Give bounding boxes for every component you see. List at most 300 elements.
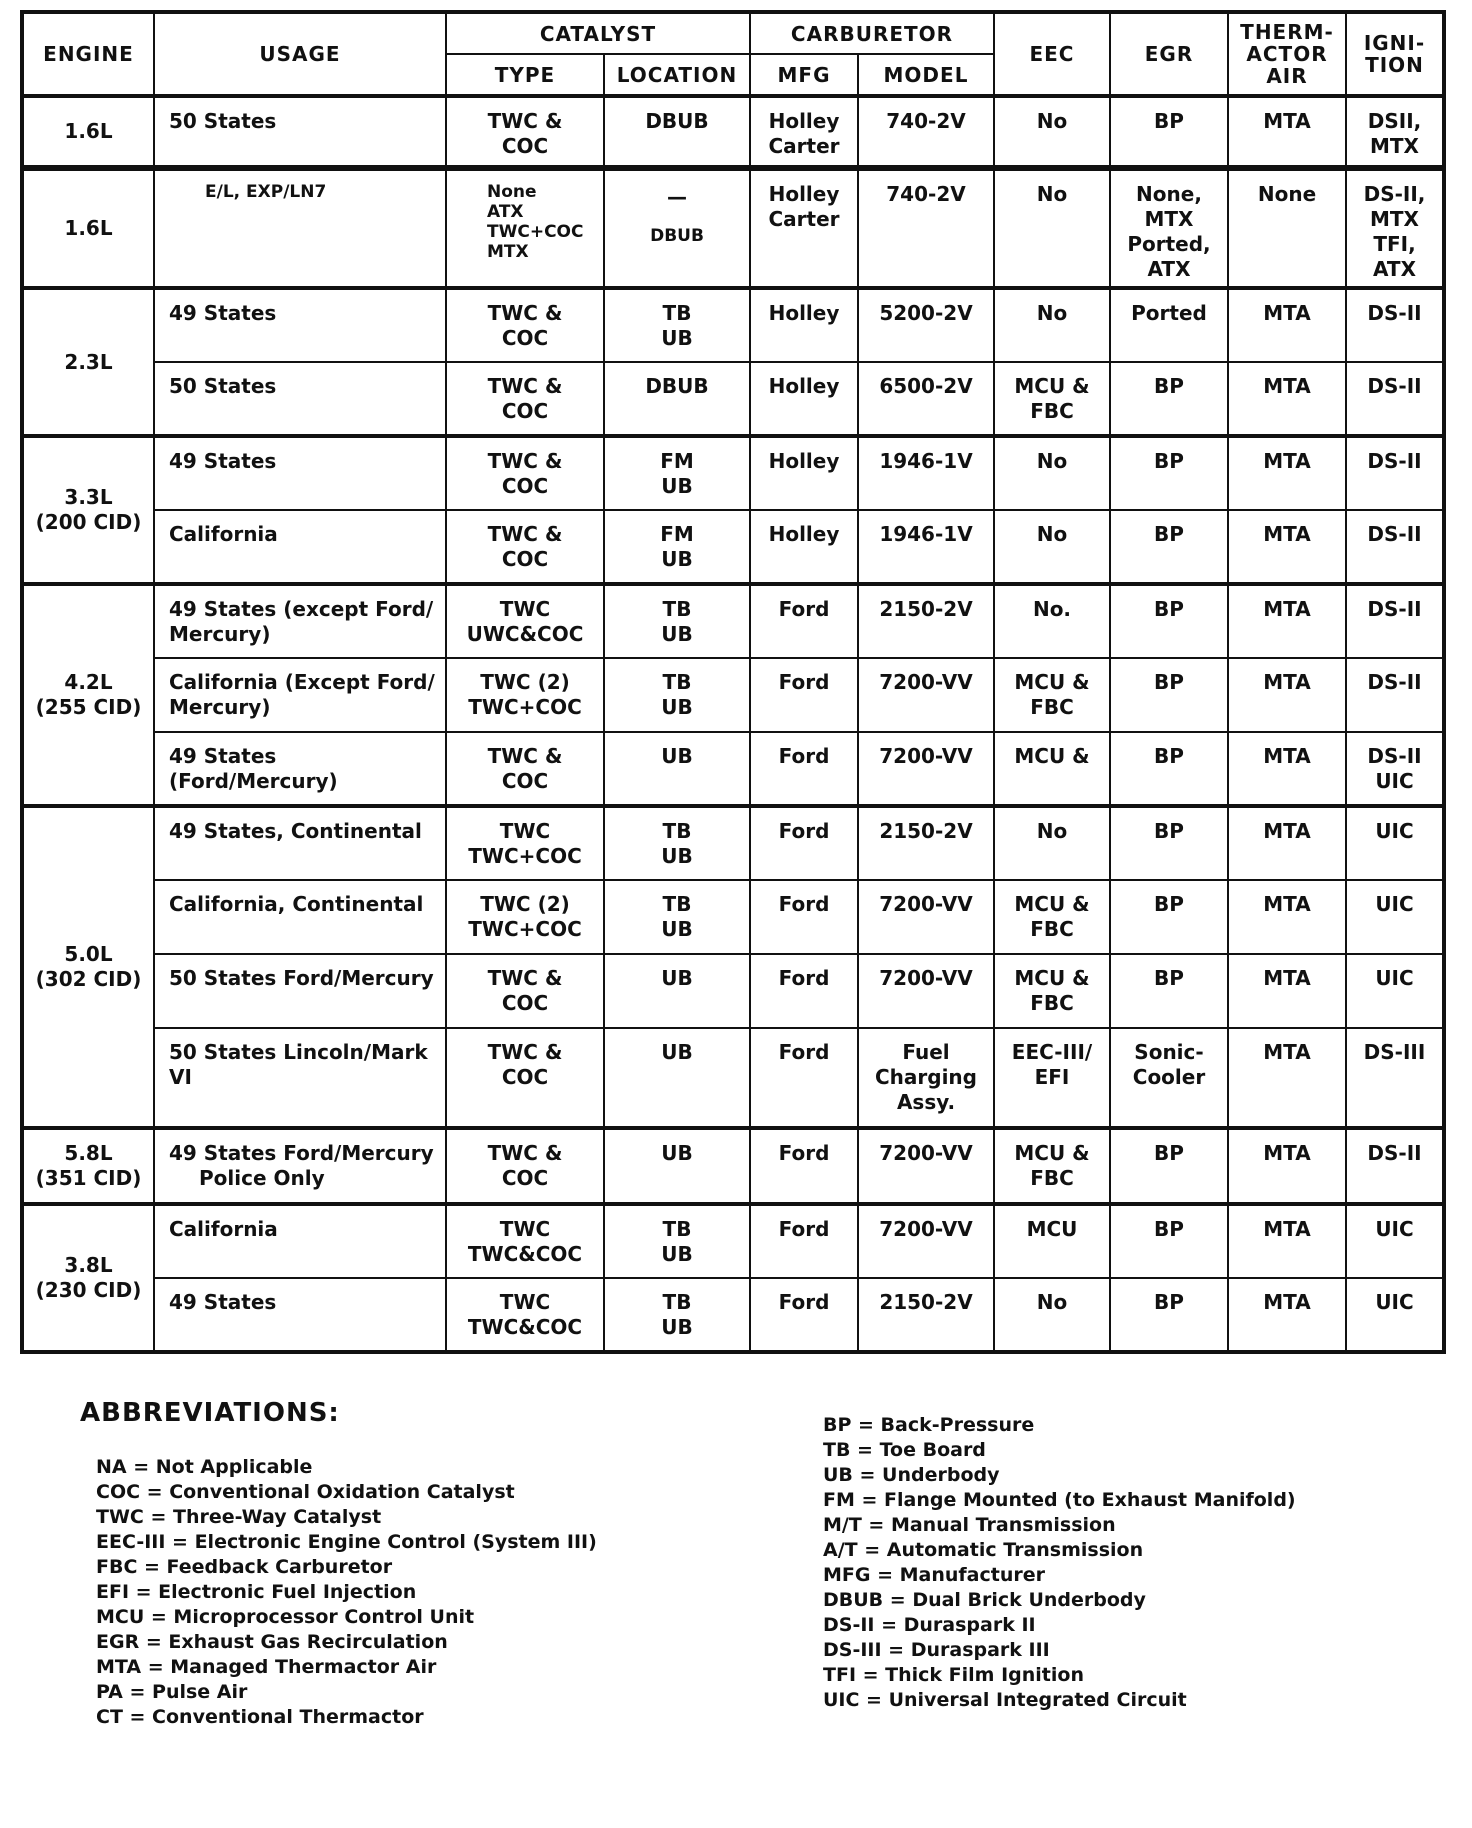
cell-line: California: [169, 522, 278, 546]
cell-carburetor-model: [858, 806, 994, 880]
cell-catalyst-type: [446, 584, 604, 658]
cell-line: No: [1036, 449, 1068, 473]
cell-ignition: [1346, 362, 1444, 436]
cell-carburetor-mfg: [750, 288, 858, 362]
table-row: [22, 1028, 1444, 1128]
cell-line: 5200-2V: [879, 301, 973, 325]
cell-line: TWC (2): [480, 892, 570, 916]
cell-ignition: [1346, 96, 1444, 168]
cell-catalyst-location: [604, 1278, 750, 1352]
spec-table: [20, 10, 1446, 1354]
cell-line: 49 States: [169, 301, 277, 325]
cell-line: (200 CID): [35, 510, 142, 534]
header-eec: EEC: [994, 12, 1110, 96]
abbreviation-item: M/T = Manual Transmission: [823, 1514, 1116, 1536]
cell-line: MCU &: [1014, 1141, 1090, 1165]
cell-line: TWC &: [487, 522, 563, 546]
cell-line: DBUB: [645, 109, 709, 133]
cell-carburetor-mfg: [750, 96, 858, 168]
cell-line: 7200-VV: [879, 670, 973, 694]
cell-line: FM: [660, 449, 694, 473]
cell-line: BP: [1154, 109, 1184, 133]
cell-line: COC: [501, 399, 549, 423]
cell-line: TB: [662, 1290, 692, 1314]
cell-thermactor-air: [1228, 168, 1346, 288]
cell-line: TB: [662, 301, 692, 325]
cell-line: (351 CID): [35, 1166, 142, 1190]
cell-catalyst-location: [604, 436, 750, 510]
table-row: [22, 1128, 1444, 1204]
cell-line: 1946-1V: [879, 449, 973, 473]
cell-line: UB: [661, 1315, 693, 1339]
cell-usage: [154, 880, 446, 954]
cell-usage: [154, 1204, 446, 1278]
cell-ignition: [1346, 954, 1444, 1028]
abbreviation-item: DBUB = Dual Brick Underbody: [823, 1589, 1146, 1611]
cell-line: MTX: [1370, 207, 1419, 231]
abbreviation-item: FBC = Feedback Carburetor: [96, 1556, 393, 1578]
cell-line: COC: [501, 547, 549, 571]
cell-eec: [994, 658, 1110, 732]
header-thermactor-line: AIR: [1266, 64, 1308, 88]
cell-line: FBC: [1030, 1166, 1074, 1190]
cell-egr: [1110, 1204, 1228, 1278]
cell-catalyst-type: [446, 1128, 604, 1204]
cell-catalyst-type: [446, 732, 604, 806]
cell-line: MTA: [1263, 819, 1311, 843]
cell-eec: [994, 1128, 1110, 1204]
abbreviation-item: EGR = Exhaust Gas Recirculation: [96, 1631, 448, 1653]
header-carburetor: CARBURETOR: [750, 12, 994, 54]
cell-line: UB: [661, 474, 693, 498]
cell-catalyst-location: [604, 806, 750, 880]
cell-egr: [1110, 1278, 1228, 1352]
cell-line: COC: [501, 134, 549, 158]
cell-line: TWC &: [487, 966, 563, 990]
cell-line: UIC: [1375, 1217, 1414, 1241]
cell-line: 2150-2V: [879, 819, 973, 843]
cell-line: 5.0L: [64, 942, 113, 966]
cell-line: (255 CID): [35, 695, 142, 719]
cell-line: (302 CID): [35, 967, 142, 991]
cell-line: BP: [1154, 597, 1184, 621]
cell-line: BP: [1154, 374, 1184, 398]
cell-eec: [994, 288, 1110, 362]
cell-ignition: [1346, 1028, 1444, 1128]
cell-line: UB: [661, 744, 693, 768]
cell-engine: [22, 1128, 154, 1204]
cell-line: 50 States Ford/Mercury: [169, 966, 434, 990]
cell-carburetor-mfg: [750, 806, 858, 880]
cell-egr: [1110, 954, 1228, 1028]
table-row: [22, 584, 1444, 658]
cell-line: 4.2L: [64, 670, 113, 694]
cell-line: No.: [1032, 597, 1072, 621]
cell-line: E/L, EXP/LN7: [205, 182, 327, 202]
cell-line: MTA: [1263, 449, 1311, 473]
cell-line: BP: [1154, 1217, 1184, 1241]
cell-eec: [994, 1028, 1110, 1128]
cell-ignition: [1346, 732, 1444, 806]
cell-line: TWC: [499, 819, 551, 843]
cell-carburetor-mfg: [750, 436, 858, 510]
cell-thermactor-air: [1228, 880, 1346, 954]
header-ignition-line: IGNI-: [1363, 31, 1426, 55]
cell-line: UIC: [1375, 769, 1414, 793]
cell-carburetor-model: [858, 1128, 994, 1204]
cell-carburetor-mfg: [750, 362, 858, 436]
cell-eec: [994, 806, 1110, 880]
cell-line: MCU: [1026, 1217, 1078, 1241]
cell-line: Assy.: [896, 1090, 956, 1114]
cell-thermactor-air: [1228, 658, 1346, 732]
cell-line: TWC &: [487, 301, 563, 325]
cell-line: 1.6L: [64, 119, 113, 143]
cell-line: California (Except Ford/: [169, 670, 435, 694]
cell-thermactor-air: [1228, 96, 1346, 168]
table-header: [22, 12, 1444, 96]
cell-line: UIC: [1375, 1290, 1414, 1314]
cell-catalyst-type: [446, 362, 604, 436]
cell-line: FM: [660, 522, 694, 546]
cell-eec: [994, 510, 1110, 584]
cell-carburetor-mfg: [750, 584, 858, 658]
cell-egr: [1110, 880, 1228, 954]
cell-catalyst-location: [604, 1204, 750, 1278]
cell-catalyst-type: [446, 1278, 604, 1352]
cell-carburetor-mfg: [750, 510, 858, 584]
cell-line: TB: [662, 819, 692, 843]
cell-thermactor-air: [1228, 288, 1346, 362]
cell-usage: [154, 168, 446, 288]
cell-line: 50 States: [169, 109, 277, 133]
cell-ignition: [1346, 584, 1444, 658]
cell-eec: [994, 168, 1110, 288]
cell-line: Ford: [778, 1141, 830, 1165]
table-row: [22, 288, 1444, 362]
cell-line: TWC+COC: [468, 844, 582, 868]
cell-line: California: [169, 1217, 278, 1241]
cell-catalyst-location: [604, 362, 750, 436]
cell-line: Ford: [778, 1217, 830, 1241]
cell-line: 3.8L: [64, 1253, 113, 1277]
cell-line: Ford: [778, 966, 830, 990]
cell-line: MCU &: [1014, 892, 1090, 916]
cell-line: 7200-VV: [879, 892, 973, 916]
cell-carburetor-model: [858, 658, 994, 732]
cell-line: BP: [1154, 449, 1184, 473]
cell-catalyst-location: [604, 658, 750, 732]
cell-carburetor-mfg: [750, 658, 858, 732]
cell-line: TWC &: [487, 374, 563, 398]
cell-usage: [154, 732, 446, 806]
cell-line: TB: [662, 1217, 692, 1241]
header-type: TYPE: [446, 54, 604, 96]
cell-catalyst-location: [604, 880, 750, 954]
cell-usage: [154, 658, 446, 732]
cell-line: MTA: [1263, 301, 1311, 325]
cell-line: No: [1036, 1290, 1068, 1314]
abbreviation-item: TWC = Three-Way Catalyst: [96, 1506, 382, 1528]
cell-catalyst-location: [604, 510, 750, 584]
cell-line: FBC: [1030, 917, 1074, 941]
cell-line: COC: [501, 1166, 549, 1190]
cell-line: 49 States (except Ford/: [169, 597, 434, 621]
cell-line: TWC: [499, 1217, 551, 1241]
cell-ignition: [1346, 1278, 1444, 1352]
cell-line: No: [1036, 182, 1068, 206]
cell-line: DS-II: [1367, 522, 1422, 546]
cell-line: 49 States: [169, 1290, 277, 1314]
cell-ignition: [1346, 510, 1444, 584]
cell-usage: [154, 584, 446, 658]
cell-eec: [994, 362, 1110, 436]
table-row: [22, 954, 1444, 1028]
cell-catalyst-location: [604, 732, 750, 806]
header-thermactor-line: ACTOR: [1246, 42, 1328, 66]
cell-line: BP: [1154, 744, 1184, 768]
cell-line: MTA: [1263, 1290, 1311, 1314]
abbreviation-item: EEC-III = Electronic Engine Control (System III): [96, 1531, 597, 1553]
cell-line: Sonic-: [1134, 1040, 1204, 1064]
cell-line: DBUB: [650, 226, 704, 246]
cell-line: FBC: [1030, 695, 1074, 719]
cell-egr: [1110, 1028, 1228, 1128]
cell-line: 7200-VV: [879, 1217, 973, 1241]
table-row: [22, 1204, 1444, 1278]
cell-line: UB: [661, 1040, 693, 1064]
cell-line: DS-II: [1367, 449, 1422, 473]
cell-line: UB: [661, 844, 693, 868]
cell-line: Ford: [778, 1290, 830, 1314]
header-location: LOCATION: [604, 54, 750, 96]
cell-line: 49 States (Ford/Mercury): [169, 744, 338, 793]
cell-carburetor-model: [858, 510, 994, 584]
cell-carburetor-mfg: [750, 1128, 858, 1204]
cell-thermactor-air: [1228, 1028, 1346, 1128]
cell-line: DS-II: [1367, 597, 1422, 621]
abbreviation-item: MFG = Manufacturer: [823, 1564, 1045, 1586]
cell-ignition: [1346, 1128, 1444, 1204]
table-row: [22, 732, 1444, 806]
cell-line: BP: [1154, 670, 1184, 694]
cell-line: BP: [1154, 819, 1184, 843]
cell-carburetor-mfg: [750, 168, 858, 288]
cell-line: MTA: [1263, 1141, 1311, 1165]
cell-usage: [154, 436, 446, 510]
cell-line: No: [1036, 819, 1068, 843]
cell-line: Holley: [768, 374, 840, 398]
abbreviation-item: DS-III = Duraspark III: [823, 1639, 1050, 1661]
cell-egr: [1110, 436, 1228, 510]
cell-line: UB: [661, 1141, 693, 1165]
header-ignition-line: TION: [1365, 53, 1424, 77]
abbreviation-item: COC = Conventional Oxidation Catalyst: [96, 1481, 515, 1503]
header-egr: EGR: [1110, 12, 1228, 96]
cell-usage: [154, 362, 446, 436]
cell-line: TWC &: [487, 109, 563, 133]
cell-catalyst-location: [604, 1128, 750, 1204]
cell-line: Holley: [768, 301, 840, 325]
cell-carburetor-model: [858, 954, 994, 1028]
cell-catalyst-type: [446, 880, 604, 954]
cell-line: 6500-2V: [879, 374, 973, 398]
cell-line: Fuel: [902, 1040, 950, 1064]
cell-catalyst-type: [446, 168, 604, 288]
cell-egr: [1110, 96, 1228, 168]
cell-line: Holley: [768, 522, 840, 546]
cell-line: ATX: [1373, 257, 1416, 281]
header-model: MODEL: [858, 54, 994, 96]
cell-thermactor-air: [1228, 362, 1346, 436]
cell-line: BP: [1154, 1141, 1184, 1165]
cell-line: COC: [501, 991, 549, 1015]
table-row: [22, 658, 1444, 732]
cell-line: 740-2V: [886, 182, 966, 206]
cell-line: BP: [1154, 1290, 1184, 1314]
abbreviation-item: FM = Flange Mounted (to Exhaust Manifold): [823, 1489, 1296, 1511]
cell-engine: [22, 436, 154, 584]
cell-line: TWC+COC: [468, 917, 582, 941]
cell-line: TWC&COC: [467, 1242, 583, 1266]
cell-engine: [22, 288, 154, 436]
abbreviations-right-list: [823, 1413, 1296, 1713]
cell-line: None: [487, 182, 537, 202]
cell-carburetor-mfg: [750, 732, 858, 806]
cell-catalyst-location: [604, 1028, 750, 1128]
cell-line: UIC: [1375, 819, 1414, 843]
cell-line: TWC+COC: [468, 695, 582, 719]
cell-line: UIC: [1375, 966, 1414, 990]
cell-usage: [154, 1278, 446, 1352]
cell-catalyst-type: [446, 658, 604, 732]
cell-line: TWC&COC: [467, 1315, 583, 1339]
cell-line: Ford: [778, 1040, 830, 1064]
cell-line: MTA: [1263, 892, 1311, 916]
abbreviation-item: A/T = Automatic Transmission: [823, 1539, 1144, 1561]
cell-line: UB: [661, 966, 693, 990]
cell-egr: [1110, 584, 1228, 658]
cell-line: 49 States: [169, 449, 277, 473]
abbreviation-item: CT = Conventional Thermactor: [96, 1706, 424, 1728]
cell-line: TWC+COC: [487, 222, 584, 242]
cell-thermactor-air: [1228, 732, 1346, 806]
cell-line: UB: [661, 622, 693, 646]
cell-line: EEC-III/: [1011, 1040, 1093, 1064]
table-row: [22, 806, 1444, 880]
cell-carburetor-mfg: [750, 880, 858, 954]
abbreviation-item: TB = Toe Board: [823, 1439, 986, 1461]
cell-line: 2.3L: [64, 349, 113, 374]
cell-line: MCU &: [1014, 966, 1090, 990]
cell-thermactor-air: [1228, 510, 1346, 584]
abbreviation-item: EFI = Electronic Fuel Injection: [96, 1581, 417, 1603]
cell-line: 7200-VV: [879, 966, 973, 990]
cell-line: DBUB: [645, 374, 709, 398]
abbreviation-item: MTA = Managed Thermactor Air: [96, 1656, 437, 1678]
cell-line: DS-II: [1367, 301, 1422, 325]
abbreviations-title: ABBREVIATIONS:: [80, 1398, 340, 1428]
cell-carburetor-mfg: [750, 1278, 858, 1352]
header-thermactor-line: THERM-: [1240, 20, 1334, 44]
cell-line: California, Continental: [169, 892, 424, 916]
cell-line: MCU &: [1014, 744, 1090, 768]
cell-carburetor-model: [858, 880, 994, 954]
cell-eec: [994, 954, 1110, 1028]
cell-eec: [994, 584, 1110, 658]
cell-catalyst-location: [604, 168, 750, 288]
cell-line: BP: [1154, 966, 1184, 990]
cell-line: TB: [662, 670, 692, 694]
cell-line: 1946-1V: [879, 522, 973, 546]
cell-line: Carter: [768, 134, 840, 158]
cell-ignition: [1346, 436, 1444, 510]
cell-line: 49 States, Continental: [169, 819, 422, 843]
cell-carburetor-model: [858, 288, 994, 362]
table-row: [22, 1278, 1444, 1352]
cell-line: MTA: [1263, 109, 1311, 133]
cell-line: COC: [501, 474, 549, 498]
cell-line: MTA: [1263, 1040, 1311, 1064]
header-engine: ENGINE: [22, 12, 154, 96]
cell-line: COC: [501, 326, 549, 350]
cell-line: 2150-2V: [879, 1290, 973, 1314]
cell-eec: [994, 436, 1110, 510]
abbreviation-item: DS-II = Duraspark II: [823, 1614, 1036, 1636]
cell-engine: [22, 584, 154, 806]
cell-engine: [22, 806, 154, 1128]
abbreviation-item: PA = Pulse Air: [96, 1681, 248, 1703]
cell-catalyst-location: [604, 584, 750, 658]
cell-line: TFI,: [1373, 232, 1416, 256]
cell-line: BP: [1154, 522, 1184, 546]
cell-line: BP: [1154, 892, 1184, 916]
cell-line: MTA: [1263, 522, 1311, 546]
table-row: [22, 96, 1444, 168]
cell-ignition: [1346, 658, 1444, 732]
cell-line: MTA: [1263, 966, 1311, 990]
cell-catalyst-type: [446, 96, 604, 168]
cell-line: 740-2V: [886, 109, 966, 133]
cell-usage: [154, 510, 446, 584]
cell-catalyst-type: [446, 806, 604, 880]
cell-line: None: [1257, 182, 1317, 206]
cell-line: 7200-VV: [879, 1141, 973, 1165]
table-row: [22, 362, 1444, 436]
cell-thermactor-air: [1228, 436, 1346, 510]
cell-line: UIC: [1375, 892, 1414, 916]
abbreviations-left-list: [96, 1455, 597, 1730]
cell-line: Charging: [874, 1065, 977, 1089]
cell-ignition: [1346, 880, 1444, 954]
cell-line: FBC: [1030, 399, 1074, 423]
table-row: [22, 168, 1444, 288]
cell-line: DSII,: [1367, 109, 1422, 133]
cell-line: MTX: [1144, 207, 1194, 231]
cell-line: No: [1036, 109, 1068, 133]
cell-line: 49 States Ford/Mercury: [169, 1141, 434, 1165]
cell-line: TWC &: [487, 449, 563, 473]
cell-line: Ported,: [1127, 232, 1211, 256]
cell-carburetor-model: [858, 1278, 994, 1352]
cell-line: 50 States: [169, 374, 277, 398]
cell-engine: [22, 168, 154, 288]
cell-line: Ford: [778, 892, 830, 916]
cell-line: MTA: [1263, 374, 1311, 398]
cell-line: MTX: [487, 242, 529, 262]
cell-engine: [22, 1204, 154, 1352]
cell-line: (230 CID): [35, 1278, 142, 1302]
